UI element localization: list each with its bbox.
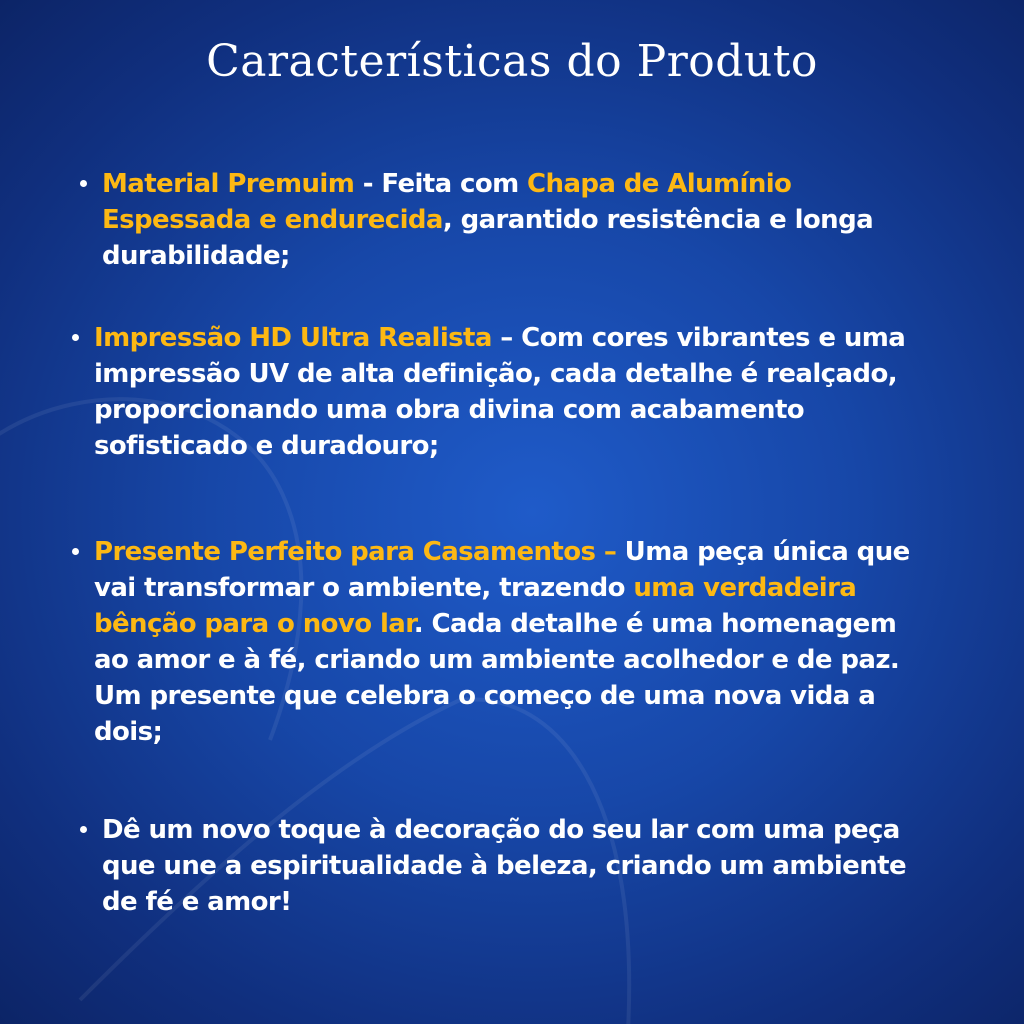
feature-bullet-decor: [80, 812, 940, 920]
feature-highlight: Chapa de Alumínio Espessada e endurecida: [102, 169, 792, 235]
feature-body: , garantido resistência e longa durabilidade;: [102, 205, 874, 271]
bullet-dot: [72, 548, 79, 555]
feature-highlight: Presente Perfeito para Casamentos –: [94, 537, 617, 567]
feature-text: [94, 534, 932, 750]
feature-bullet-print: [72, 320, 932, 464]
feature-body: Uma peça única que vai transformar o ambiente, trazendo: [94, 537, 910, 603]
feature-bullet-material: [80, 166, 900, 274]
bullet-dot: [80, 826, 87, 833]
feature-body: Dê um novo toque à decoração do seu lar com uma peça que une a espiritualidade à beleza, criando um ambiente de fé e amor!: [102, 815, 906, 917]
feature-text: [94, 320, 932, 464]
feature-bullet-gift: [72, 534, 932, 750]
feature-highlight: Material Premuim: [102, 169, 355, 199]
bullet-dot: [72, 334, 79, 341]
bullet-dot: [80, 180, 87, 187]
feature-text: [102, 812, 940, 920]
feature-body: – Com cores vibrantes e uma impressão UV de alta definição, cada detalhe é realçado, proporcionando uma obra divina com acabamento sofisticado e duradouro;: [94, 323, 906, 461]
feature-highlight: uma verdadeira bênção para o novo lar: [94, 573, 857, 639]
page-title: Características do Produto: [206, 36, 818, 87]
feature-highlight: Impressão HD Ultra Realista: [94, 323, 492, 353]
feature-text: [102, 166, 900, 274]
feature-body: - Feita com: [354, 169, 528, 199]
feature-body: . Cada detalhe é uma homenagem ao amor e à fé, criando um ambiente acolhedor e de paz. Um presente que celebra o começo de uma nova vida a dois;: [94, 609, 900, 747]
